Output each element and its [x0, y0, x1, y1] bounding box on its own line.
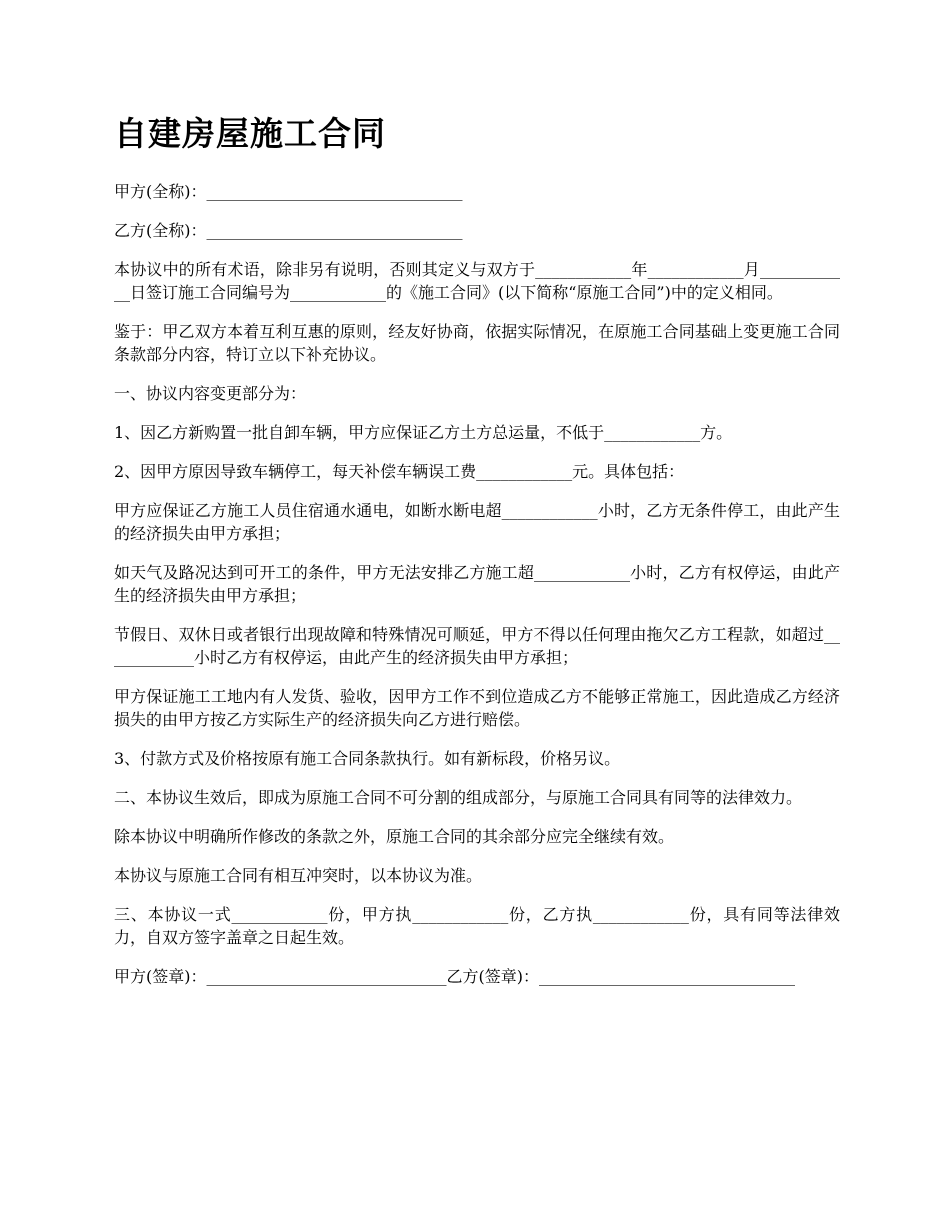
- conflict-precedence-paragraph: 本协议与原施工合同有相互冲突时，以本协议为准。: [114, 866, 483, 885]
- remaining-validity-paragraph: 除本协议中明确所作修改的条款之外，原施工合同的其余部分应完全继续有效。: [114, 827, 675, 846]
- section-two-paragraph: 二、本协议生效后，即成为原施工合同不可分割的组成部分，与原施工合同具有同等的法律效力。: [114, 788, 803, 807]
- section-three-paragraph: 三、本协议一式____________份，甲方执____________份，乙方执____________份，具有同等法律效力，自双方签字盖章之日起生效。: [114, 905, 840, 947]
- clause-2-item-utilities: 甲方应保证乙方施工人员住宿通水通电，如断水断电超____________小时，乙方无条件停工，由此产生的经济损失由甲方承担；: [114, 501, 840, 543]
- clause-2-item-weather: 如天气及路况达到可开工的条件，甲方无法安排乙方施工超____________小时，乙方有权停运，由此产生的经济损失由甲方承担；: [114, 563, 840, 605]
- party-a-name-line: 甲方(全称)：________________________________: [114, 182, 463, 201]
- document-page: [114, 110, 840, 1004]
- terms-definition-paragraph: 本协议中的所有术语，除非另有说明，否则其定义与双方于____________年____________月____________日签订施工合同编号为____________的《施工合同》(以下简称“原施工合同”)中的定义相同。: [114, 260, 840, 302]
- clause-2-paragraph: 2、因甲方原因导致车辆停工，每天补偿车辆误工费____________元。具体包括：: [114, 462, 685, 481]
- clause-1-paragraph: 1、因乙方新购置一批自卸车辆，甲方应保证乙方土方总运量，不低于____________方。: [114, 423, 733, 442]
- party-b-name-line: 乙方(全称)：________________________________: [114, 221, 463, 240]
- signature-line: 甲方(签章)：______________________________乙方(签章)：________________________________: [114, 967, 795, 986]
- clause-3-paragraph: 3、付款方式及价格按原有施工合同条款执行。如有新标段，价格另议。: [114, 749, 621, 768]
- section-one-heading: 一、协议内容变更部分为：: [114, 384, 307, 403]
- clause-2-item-acceptance: 甲方保证施工工地内有人发货、验收，因甲方工作不到位造成乙方不能够正常施工，因此造成乙方经济损失的由甲方按乙方实际生产的经济损失向乙方进行赔偿。: [114, 687, 840, 729]
- whereas-paragraph: 鉴于：甲乙双方本着互利互惠的原则，经友好协商，依据实际情况，在原施工合同基础上变更施工合同条款部分内容，特订立以下补充协议。: [114, 322, 840, 364]
- document-title: 自建房屋施工合同: [114, 114, 386, 153]
- clause-2-item-holidays: 节假日、双休日或者银行出现故障和特殊情况可顺延，甲方不得以任何理由拖欠乙方工程款，如超过____________小时乙方有权停运，由此产生的经济损失由甲方承担；: [114, 625, 840, 667]
